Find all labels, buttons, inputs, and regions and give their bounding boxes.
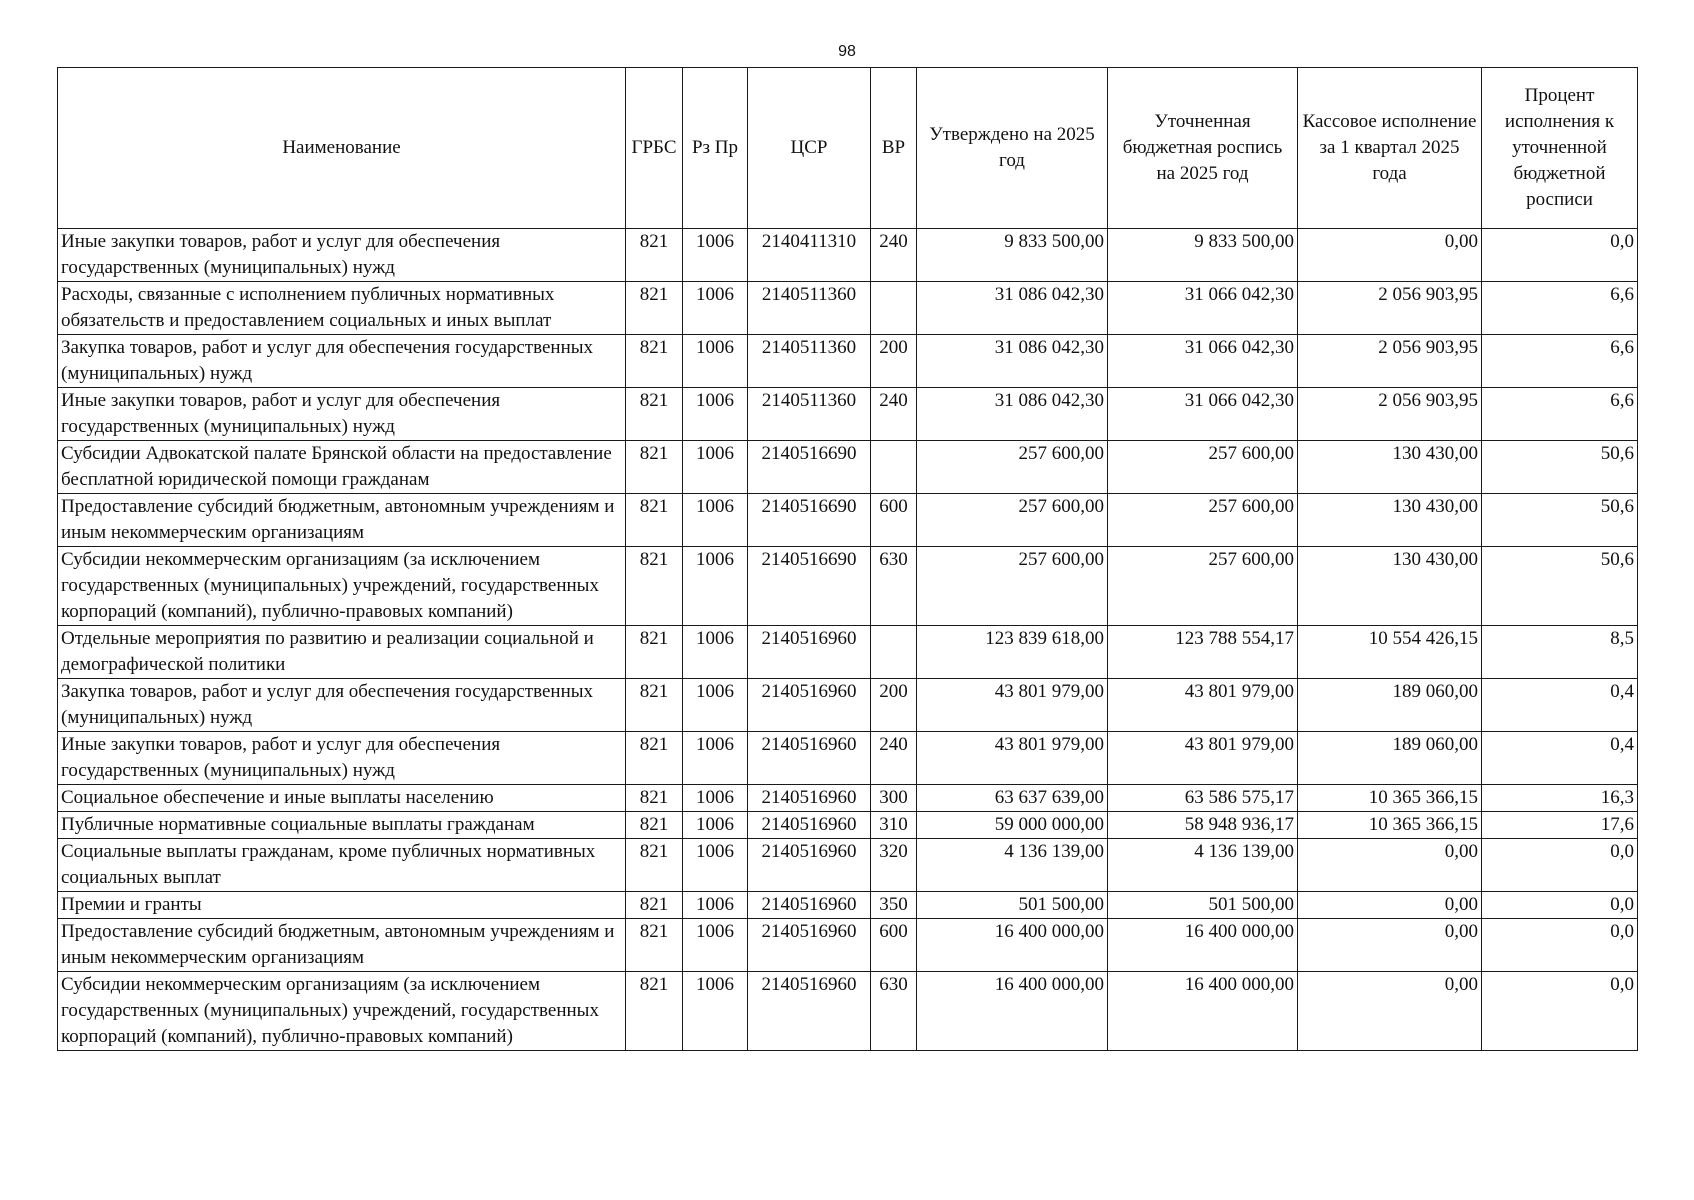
cell-approved: 257 600,00: [917, 547, 1108, 626]
cell-vr: 300: [871, 785, 917, 812]
cell-grbs: 821: [626, 812, 683, 839]
cell-name: Предоставление субсидий бюджетным, автономным учреждениям и иным некоммерческим организациям: [58, 919, 626, 972]
cell-cash: 0,00: [1298, 972, 1482, 1051]
cell-percent: 50,6: [1482, 494, 1638, 547]
cell-cash: 0,00: [1298, 839, 1482, 892]
cell-approved: 501 500,00: [917, 892, 1108, 919]
cell-vr: 350: [871, 892, 917, 919]
cell-refined: 43 801 979,00: [1108, 732, 1298, 785]
cell-grbs: 821: [626, 229, 683, 282]
cell-approved: 31 086 042,30: [917, 388, 1108, 441]
header-rzpr: Рз Пр: [683, 68, 748, 229]
cell-rzpr: 1006: [683, 785, 748, 812]
cell-refined: 31 066 042,30: [1108, 388, 1298, 441]
cell-name: Премии и гранты: [58, 892, 626, 919]
cell-approved: 123 839 618,00: [917, 626, 1108, 679]
cell-name: Субсидии некоммерческим организациям (за исключением государственных (муниципальных) учреждений, государственных корпораций (компаний), публично-правовых компаний): [58, 547, 626, 626]
cell-refined: 9 833 500,00: [1108, 229, 1298, 282]
cell-grbs: 821: [626, 494, 683, 547]
cell-refined: 257 600,00: [1108, 441, 1298, 494]
cell-grbs: 821: [626, 892, 683, 919]
table-row: [58, 839, 1638, 892]
header-cash: Кассовое исполнение за 1 квартал 2025 года: [1298, 68, 1482, 229]
cell-percent: 16,3: [1482, 785, 1638, 812]
table-row: [58, 626, 1638, 679]
cell-rzpr: 1006: [683, 972, 748, 1051]
cell-approved: 4 136 139,00: [917, 839, 1108, 892]
cell-refined: 58 948 936,17: [1108, 812, 1298, 839]
cell-cash: 189 060,00: [1298, 732, 1482, 785]
cell-csr: 2140516690: [748, 494, 871, 547]
cell-cash: 0,00: [1298, 892, 1482, 919]
cell-grbs: 821: [626, 388, 683, 441]
cell-percent: 0,0: [1482, 892, 1638, 919]
table-row: [58, 785, 1638, 812]
cell-approved: 9 833 500,00: [917, 229, 1108, 282]
cell-grbs: 821: [626, 972, 683, 1051]
cell-csr: 2140516960: [748, 812, 871, 839]
cell-grbs: 821: [626, 839, 683, 892]
cell-cash: 2 056 903,95: [1298, 335, 1482, 388]
cell-refined: 63 586 575,17: [1108, 785, 1298, 812]
cell-refined: 123 788 554,17: [1108, 626, 1298, 679]
cell-grbs: 821: [626, 547, 683, 626]
cell-grbs: 821: [626, 335, 683, 388]
header-percent: Процент исполнения к уточненной бюджетной росписи: [1482, 68, 1638, 229]
cell-name: Отдельные мероприятия по развитию и реализации социальной и демографической политики: [58, 626, 626, 679]
cell-vr: 240: [871, 229, 917, 282]
cell-approved: 31 086 042,30: [917, 335, 1108, 388]
cell-cash: 2 056 903,95: [1298, 388, 1482, 441]
table-row: [58, 732, 1638, 785]
cell-csr: 2140411310: [748, 229, 871, 282]
table-row: [58, 812, 1638, 839]
cell-name: Социальные выплаты гражданам, кроме публичных нормативных социальных выплат: [58, 839, 626, 892]
cell-rzpr: 1006: [683, 282, 748, 335]
cell-csr: 2140511360: [748, 282, 871, 335]
cell-vr: 240: [871, 388, 917, 441]
cell-approved: 43 801 979,00: [917, 679, 1108, 732]
cell-vr: [871, 626, 917, 679]
cell-rzpr: 1006: [683, 626, 748, 679]
cell-percent: 50,6: [1482, 547, 1638, 626]
header-refined: Уточненная бюджетная роспись на 2025 год: [1108, 68, 1298, 229]
cell-rzpr: 1006: [683, 441, 748, 494]
table-row: [58, 892, 1638, 919]
table-row: [58, 494, 1638, 547]
cell-name: Социальное обеспечение и иные выплаты населению: [58, 785, 626, 812]
header-row: [58, 68, 1638, 229]
cell-cash: 10 365 366,15: [1298, 785, 1482, 812]
cell-vr: 320: [871, 839, 917, 892]
cell-percent: 0,0: [1482, 919, 1638, 972]
cell-cash: 189 060,00: [1298, 679, 1482, 732]
cell-vr: 600: [871, 919, 917, 972]
cell-percent: 50,6: [1482, 441, 1638, 494]
cell-rzpr: 1006: [683, 388, 748, 441]
header-approved: Утверждено на 2025 год: [917, 68, 1108, 229]
cell-rzpr: 1006: [683, 547, 748, 626]
cell-vr: 200: [871, 679, 917, 732]
cell-name: Закупка товаров, работ и услуг для обеспечения государственных (муниципальных) нужд: [58, 335, 626, 388]
cell-rzpr: 1006: [683, 812, 748, 839]
cell-vr: 200: [871, 335, 917, 388]
cell-name: Расходы, связанные с исполнением публичных нормативных обязательств и предоставлением социальных и иных выплат: [58, 282, 626, 335]
cell-rzpr: 1006: [683, 892, 748, 919]
cell-grbs: 821: [626, 732, 683, 785]
cell-percent: 6,6: [1482, 282, 1638, 335]
cell-refined: 31 066 042,30: [1108, 282, 1298, 335]
cell-rzpr: 1006: [683, 919, 748, 972]
cell-name: Предоставление субсидий бюджетным, автономным учреждениям и иным некоммерческим организациям: [58, 494, 626, 547]
table-row: [58, 972, 1638, 1051]
header-grbs: ГРБС: [626, 68, 683, 229]
table-row: [58, 229, 1638, 282]
cell-name: Иные закупки товаров, работ и услуг для обеспечения государственных (муниципальных) нужд: [58, 388, 626, 441]
cell-cash: 0,00: [1298, 919, 1482, 972]
cell-percent: 0,4: [1482, 679, 1638, 732]
cell-name: Субсидии некоммерческим организациям (за исключением государственных (муниципальных) учреждений, государственных корпораций (компаний), публично-правовых компаний): [58, 972, 626, 1051]
cell-csr: 2140516960: [748, 919, 871, 972]
cell-cash: 130 430,00: [1298, 494, 1482, 547]
cell-refined: 257 600,00: [1108, 547, 1298, 626]
cell-name: Иные закупки товаров, работ и услуг для обеспечения государственных (муниципальных) нужд: [58, 229, 626, 282]
cell-percent: 17,6: [1482, 812, 1638, 839]
cell-refined: 43 801 979,00: [1108, 679, 1298, 732]
cell-refined: 257 600,00: [1108, 494, 1298, 547]
cell-approved: 16 400 000,00: [917, 919, 1108, 972]
cell-cash: 10 365 366,15: [1298, 812, 1482, 839]
cell-name: Закупка товаров, работ и услуг для обеспечения государственных (муниципальных) нужд: [58, 679, 626, 732]
table-row: [58, 335, 1638, 388]
cell-percent: 0,0: [1482, 839, 1638, 892]
budget-table: [57, 67, 1638, 1051]
cell-refined: 501 500,00: [1108, 892, 1298, 919]
cell-csr: 2140516690: [748, 441, 871, 494]
table-row: [58, 679, 1638, 732]
cell-cash: 130 430,00: [1298, 547, 1482, 626]
cell-approved: 59 000 000,00: [917, 812, 1108, 839]
cell-rzpr: 1006: [683, 732, 748, 785]
cell-percent: 0,0: [1482, 972, 1638, 1051]
cell-csr: 2140516960: [748, 785, 871, 812]
cell-refined: 16 400 000,00: [1108, 972, 1298, 1051]
cell-grbs: 821: [626, 679, 683, 732]
cell-approved: 63 637 639,00: [917, 785, 1108, 812]
cell-rzpr: 1006: [683, 494, 748, 547]
cell-csr: 2140516960: [748, 972, 871, 1051]
cell-vr: 630: [871, 972, 917, 1051]
cell-percent: 8,5: [1482, 626, 1638, 679]
header-csr: ЦСР: [748, 68, 871, 229]
cell-approved: 16 400 000,00: [917, 972, 1108, 1051]
cell-csr: 2140516960: [748, 892, 871, 919]
table-row: [58, 441, 1638, 494]
table-row: [58, 388, 1638, 441]
cell-csr: 2140516960: [748, 732, 871, 785]
cell-cash: 0,00: [1298, 229, 1482, 282]
cell-name: Публичные нормативные социальные выплаты гражданам: [58, 812, 626, 839]
cell-grbs: 821: [626, 785, 683, 812]
page-number: 98: [838, 43, 856, 60]
cell-vr: 240: [871, 732, 917, 785]
header-vr: ВР: [871, 68, 917, 229]
cell-grbs: 821: [626, 626, 683, 679]
cell-vr: 310: [871, 812, 917, 839]
cell-percent: 6,6: [1482, 388, 1638, 441]
table-row: [58, 919, 1638, 972]
cell-csr: 2140516690: [748, 547, 871, 626]
cell-grbs: 821: [626, 441, 683, 494]
cell-csr: 2140516960: [748, 679, 871, 732]
cell-cash: 130 430,00: [1298, 441, 1482, 494]
cell-name: Иные закупки товаров, работ и услуг для обеспечения государственных (муниципальных) нужд: [58, 732, 626, 785]
cell-rzpr: 1006: [683, 335, 748, 388]
cell-csr: 2140511360: [748, 335, 871, 388]
cell-grbs: 821: [626, 919, 683, 972]
cell-refined: 16 400 000,00: [1108, 919, 1298, 972]
cell-grbs: 821: [626, 282, 683, 335]
cell-refined: 31 066 042,30: [1108, 335, 1298, 388]
cell-vr: [871, 282, 917, 335]
cell-approved: 31 086 042,30: [917, 282, 1108, 335]
cell-approved: 257 600,00: [917, 494, 1108, 547]
table-header: [58, 68, 1638, 229]
cell-percent: 6,6: [1482, 335, 1638, 388]
cell-refined: 4 136 139,00: [1108, 839, 1298, 892]
cell-rzpr: 1006: [683, 679, 748, 732]
cell-rzpr: 1006: [683, 229, 748, 282]
cell-name: Субсидии Адвокатской палате Брянской области на предоставление бесплатной юридической помощи гражданам: [58, 441, 626, 494]
cell-approved: 257 600,00: [917, 441, 1108, 494]
cell-cash: 2 056 903,95: [1298, 282, 1482, 335]
cell-rzpr: 1006: [683, 839, 748, 892]
cell-cash: 10 554 426,15: [1298, 626, 1482, 679]
cell-vr: [871, 441, 917, 494]
table-body: [58, 229, 1638, 1051]
table-row: [58, 547, 1638, 626]
cell-csr: 2140511360: [748, 388, 871, 441]
cell-vr: 600: [871, 494, 917, 547]
cell-vr: 630: [871, 547, 917, 626]
cell-percent: 0,0: [1482, 229, 1638, 282]
cell-csr: 2140516960: [748, 839, 871, 892]
cell-csr: 2140516960: [748, 626, 871, 679]
header-name: Наименование: [58, 68, 626, 229]
cell-percent: 0,4: [1482, 732, 1638, 785]
table-row: [58, 282, 1638, 335]
cell-approved: 43 801 979,00: [917, 732, 1108, 785]
